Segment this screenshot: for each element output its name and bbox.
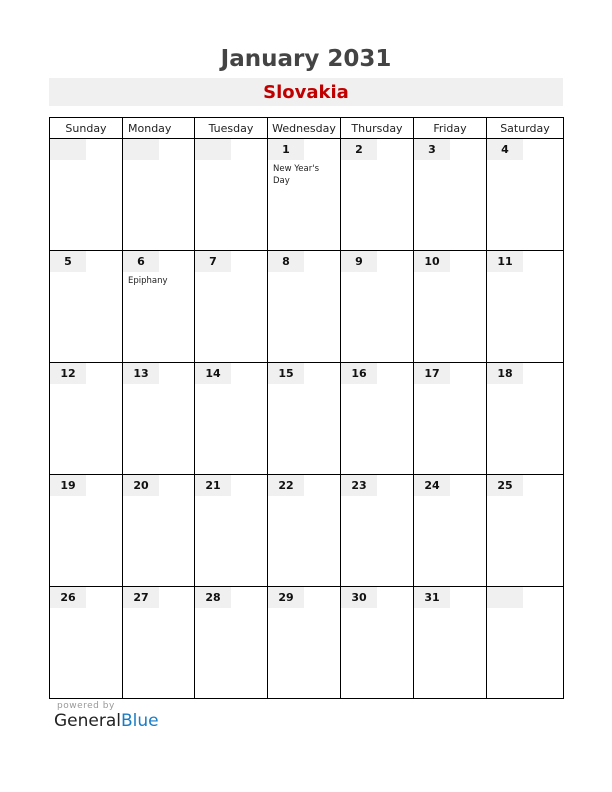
day-cell[interactable]	[414, 475, 487, 587]
day-cell[interactable]	[341, 363, 414, 475]
day-cell[interactable]	[487, 363, 564, 475]
day-cell[interactable]	[195, 251, 268, 363]
day-number: 22	[268, 475, 304, 496]
day-cell[interactable]	[268, 251, 341, 363]
day-cell[interactable]	[123, 139, 195, 251]
week-row	[50, 587, 564, 699]
week-row	[50, 475, 564, 587]
day-number: 6	[123, 251, 159, 272]
country-banner	[49, 78, 563, 106]
day-cell[interactable]	[195, 587, 268, 699]
holiday-label: Epiphany	[128, 276, 168, 286]
day-number: 9	[341, 251, 377, 272]
brand-general: General	[54, 711, 121, 731]
day-cell[interactable]	[341, 139, 414, 251]
day-cell[interactable]	[487, 139, 564, 251]
day-number: 18	[487, 363, 523, 384]
weekday-header: Sunday	[50, 118, 123, 139]
day-number: 8	[268, 251, 304, 272]
day-number: 28	[195, 587, 231, 608]
weekday-header: Saturday	[487, 118, 564, 139]
day-cell[interactable]	[50, 587, 123, 699]
day-cell[interactable]	[123, 251, 195, 363]
generalblue-logo[interactable]	[54, 711, 159, 731]
day-number: 5	[50, 251, 86, 272]
day-number: 4	[487, 139, 523, 160]
weekday-header: Thursday	[341, 118, 414, 139]
day-number: 15	[268, 363, 304, 384]
day-cell[interactable]	[195, 139, 268, 251]
week-row	[50, 363, 564, 475]
day-number: 16	[341, 363, 377, 384]
day-cell[interactable]	[123, 587, 195, 699]
day-number: 26	[50, 587, 86, 608]
day-number	[195, 139, 231, 160]
day-number: 11	[487, 251, 523, 272]
day-number: 20	[123, 475, 159, 496]
day-number: 23	[341, 475, 377, 496]
day-number: 7	[195, 251, 231, 272]
day-cell[interactable]	[414, 363, 487, 475]
powered-by-text: powered by	[57, 701, 115, 711]
weekday-header: Wednesday	[268, 118, 341, 139]
day-cell[interactable]	[50, 139, 123, 251]
weekday-header: Friday	[414, 118, 487, 139]
day-cell[interactable]	[50, 251, 123, 363]
day-cell[interactable]	[341, 475, 414, 587]
day-cell[interactable]	[123, 363, 195, 475]
day-cell[interactable]	[268, 587, 341, 699]
day-number: 25	[487, 475, 523, 496]
weekday-header: Monday	[123, 118, 195, 139]
day-number: 21	[195, 475, 231, 496]
holiday-label: New Year's Day	[273, 164, 320, 186]
day-number: 31	[414, 587, 450, 608]
day-number	[123, 139, 159, 160]
day-number: 2	[341, 139, 377, 160]
day-number	[50, 139, 86, 160]
day-number: 1	[268, 139, 304, 160]
day-cell[interactable]	[268, 139, 341, 251]
day-number: 3	[414, 139, 450, 160]
day-number: 10	[414, 251, 450, 272]
day-cell[interactable]	[341, 587, 414, 699]
day-cell[interactable]	[341, 251, 414, 363]
day-cell[interactable]	[268, 363, 341, 475]
day-number: 19	[50, 475, 86, 496]
day-cell[interactable]	[123, 475, 195, 587]
day-number	[487, 587, 523, 608]
page-title: January 2031	[220, 46, 392, 72]
week-row	[50, 251, 564, 363]
day-number: 27	[123, 587, 159, 608]
weekday-header: Tuesday	[195, 118, 268, 139]
day-number: 29	[268, 587, 304, 608]
day-number: 17	[414, 363, 450, 384]
day-number: 13	[123, 363, 159, 384]
brand-blue: Blue	[121, 711, 159, 731]
day-number: 14	[195, 363, 231, 384]
day-number: 24	[414, 475, 450, 496]
day-cell[interactable]	[414, 139, 487, 251]
day-cell[interactable]	[195, 475, 268, 587]
week-row	[50, 139, 564, 251]
day-cell[interactable]	[414, 587, 487, 699]
day-cell[interactable]	[487, 475, 564, 587]
calendar-grid	[49, 117, 564, 699]
day-cell[interactable]	[487, 587, 564, 699]
day-cell[interactable]	[195, 363, 268, 475]
day-cell[interactable]	[50, 475, 123, 587]
country-name: Slovakia	[263, 82, 349, 103]
day-number: 12	[50, 363, 86, 384]
weekday-header-row	[50, 118, 564, 139]
day-cell[interactable]	[487, 251, 564, 363]
day-number: 30	[341, 587, 377, 608]
day-cell[interactable]	[50, 363, 123, 475]
day-cell[interactable]	[414, 251, 487, 363]
day-cell[interactable]	[268, 475, 341, 587]
